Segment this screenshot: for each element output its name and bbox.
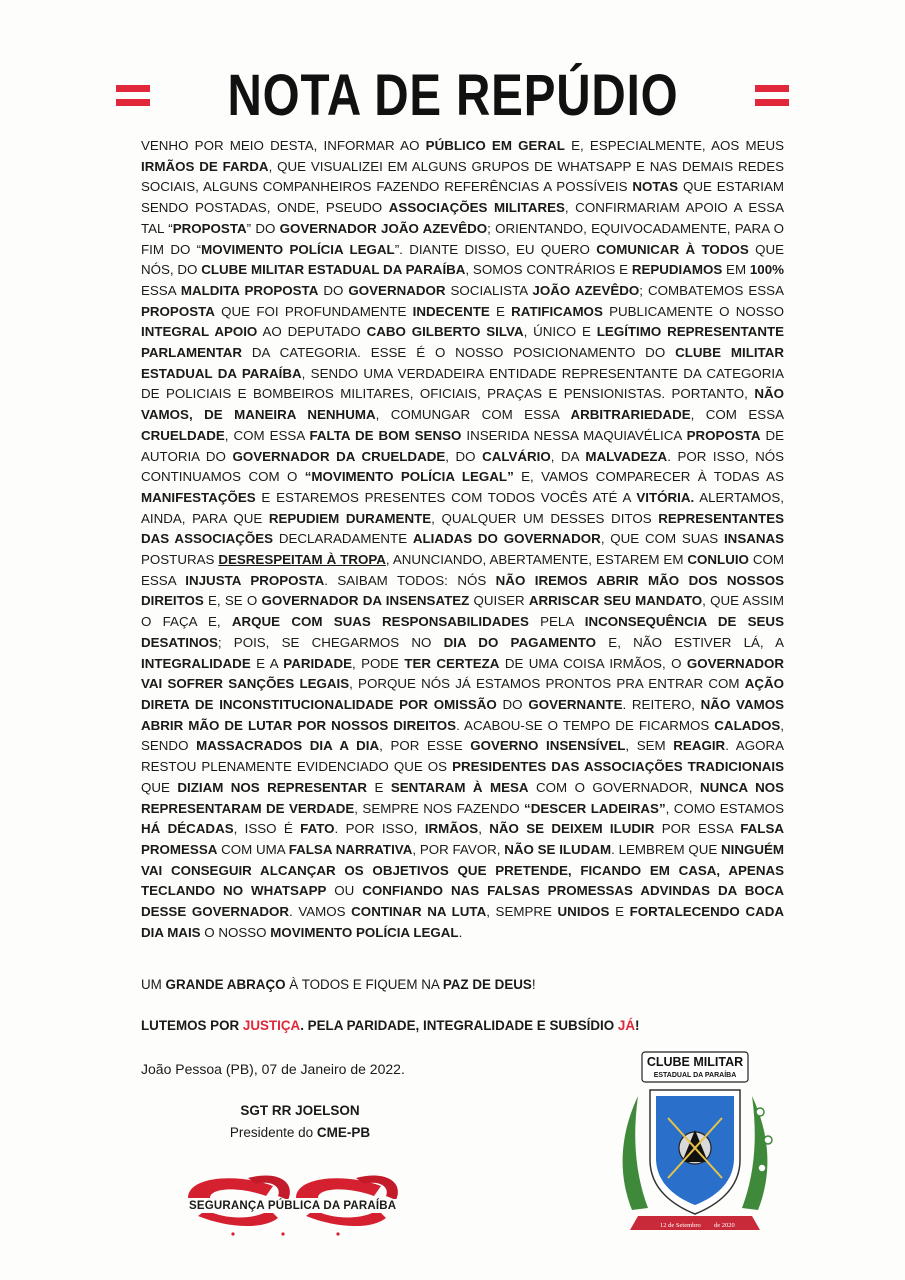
- closing-slogan: LUTEMOS POR JUSTIÇA. PELA PARIDADE, INTEGRALIDADE E SUBSÍDIO JÁ!: [141, 1018, 640, 1033]
- signature-role: Presidente do CME-PB: [229, 1125, 371, 1140]
- page-title: NOTA DE REPÚDIO: [227, 62, 678, 128]
- crest-subtitle: ESTADUAL DA PARAÍBA: [653, 1072, 737, 1079]
- clube-militar-crest: [610, 1050, 780, 1240]
- closing-greeting: UM GRANDE ABRAÇO À TODOS E FIQUEM NA PAZ DE DEUS!: [141, 977, 536, 992]
- crest-ribbon-right: de 2020: [714, 1222, 735, 1229]
- crest-title: CLUBE MILITAR: [646, 1055, 744, 1069]
- crest-ribbon-left: 12 de Setembro: [660, 1222, 701, 1229]
- title-row: [0, 55, 905, 135]
- signature-name: SGT RR JOELSON: [240, 1103, 360, 1118]
- seguranca-publica-text: SEGURANÇA PÚBLICA DA PARAÍBA: [186, 1199, 399, 1213]
- title-left-mark: [116, 85, 150, 106]
- statement-body: VENHO POR MEIO DESTA, INFORMAR AO PÚBLICO EM GERAL E, ESPECIALMENTE, AOS MEUS IRMÃOS DE FARDA, QUE VISUALIZEI EM ALGUNS GRUPOS DE WHATSAPP E NAS DEMAIS REDES SOCIAIS, ALGUNS COMPANHEIROS FAZENDO REFERÊNCIAS A POSSÍVEIS NOTAS QUE ESTARIAM SENDO POSTADAS, ONDE, PSEUDO ASSOCIAÇÕES MILITARES, CONFIRMARIAM APOIO A ESSA TAL “PROPOSTA” DO GOVERNADOR JOÃO AZEVÊDO; ORIENTANDO, EQUIVOCADAMENTE, PARA O FIM DO “MOVIMENTO POLÍCIA LEGAL”. DIANTE DISSO, EU QUERO COMUNICAR À TODOS QUE NÓS, DO CLUBE MILITAR ESTADUAL DA PARAÍBA, SOMOS CONTRÁRIOS E REPUDIAMOS EM 100% ESSA MALDITA PROPOSTA DO GOVERNADOR SOCIALISTA JOÃO AZEVÊDO; COMBATEMOS ESSA PROPOSTA QUE FOI PROFUNDAMENTE INDECENTE E RATIFICAMOS PUBLICAMENTE O NOSSO INTEGRAL APOIO AO DEPUTADO CABO GILBERTO SILVA, ÚNICO E LEGÍTIMO REPRESENTANTE PARLAMENTAR DA CATEGORIA. ESSE É O NOSSO POSICIONAMENTO DO CLUBE MILITAR ESTADUAL DA PARAÍBA, SENDO UMA VERDADEIRA ENTIDADE REPRESENTANTE DA CATEGORIA DE POLICIAIS E BOMBEIROS MILITARES, OFICIAIS, PRAÇAS E PENSIONISTAS. PORTANTO, NÃO VAMOS, DE MANEIRA NENHUMA, COMUNGAR COM ESSA ARBITRARIEDADE, COM ESSA CRUELDADE, COM ESSA FALTA DE BOM SENSO INSERIDA NESSA MAQUIAVÉLICA PROPOSTA DE AUTORIA DO GOVERNADOR DA CRUELDADE, DO CALVÁRIO, DA MALVADEZA. POR ISSO, NÓS CONTINUAMOS COM O “MOVIMENTO POLÍCIA LEGAL” E, VAMOS COMPARECER À TODAS AS MANIFESTAÇÕES E ESTAREMOS PRESENTES COM TODOS VOCÊS ATÉ A VITÓRIA. ALERTAMOS, AINDA, PARA QUE REPUDIEM DURAMENTE, QUALQUER UM DESSES DITOS REPRESENTANTES DAS ASSOCIAÇÕES DECLARADAMENTE ALIADAS DO GOVERNADOR, QUE COM SUAS INSANAS POSTURAS DESRESPEITAM À TROPA, ANUNCIANDO, ABERTAMENTE, ESTAREM EM CONLUIO COM ESSA INJUSTA PROPOSTA. SAIBAM TODOS: NÓS NÃO IREMOS ABRIR MÃO DOS NOSSOS DIREITOS E, SE O GOVERNADOR DA INSENSATEZ QUISER ARRISCAR SEU MANDATO, QUE ASSIM O FAÇA E, ARQUE COM SUAS RESPONSABILIDADES PELA INCONSEQUÊNCIA DE SEUS DESATINOS; POIS, SE CHEGARMOS NO DIA DO PAGAMENTO E, NÃO ESTIVER LÁ, A INTEGRALIDADE E A PARIDADE, PODE TER CERTEZA DE UMA COISA IRMÃOS, O GOVERNADOR VAI SOFRER SANÇÕES LEGAIS, PORQUE NÓS JÁ ESTAMOS PRONTOS PRA ENTRAR COM AÇÃO DIRETA DE INCONSTITUCIONALIDADE POR OMISSÃO DO GOVERNANTE. REITERO, NÃO VAMOS ABRIR MÃO DE LUTAR POR NOSSOS DIREITOS. ACABOU-SE O TEMPO DE FICARMOS CALADOS, SENDO MASSACRADOS DIA A DIA, POR ESSE GOVERNO INSENSÍVEL, SEM REAGIR. AGORA RESTOU PLENAMENTE EVIDENCIADO QUE OS PRESIDENTES DAS ASSOCIAÇÕES TRADICIONAIS QUE DIZIAM NOS REPRESENTAR E SENTARAM À MESA COM O GOVERNADOR, NUNCA NOS REPRESENTARAM DE VERDADE, SEMPRE NOS FAZENDO “DESCER LADEIRAS”, COMO ESTAMOS HÁ DÉCADAS, ISSO É FATO. POR ISSO, IRMÃOS, NÃO SE DEIXEM ILUDIR POR ESSA FALSA PROMESSA COM UMA FALSA NARRATIVA, POR FAVOR, NÃO SE ILUDAM. LEMBREM QUE NINGUÉM VAI CONSEGUIR ALCANÇAR OS OBJETIVOS QUE PRETENDE, FICANDO EM CASA, APENAS TECLANDO NO WHATSAPP OU CONFIANDO NAS FALSAS PROMESSAS ADVINDAS DA BOCA DESSE GOVERNADOR. VAMOS CONTINAR NA LUTA, SEMPRE UNIDOS E FORTALECENDO CADA DIA MAIS O NOSSO MOVIMENTO POLÍCIA LEGAL.: [141, 138, 785, 940]
- place-date: João Pessoa (PB), 07 de Janeiro de 2022.: [141, 1061, 405, 1077]
- title-right-mark: [755, 85, 789, 106]
